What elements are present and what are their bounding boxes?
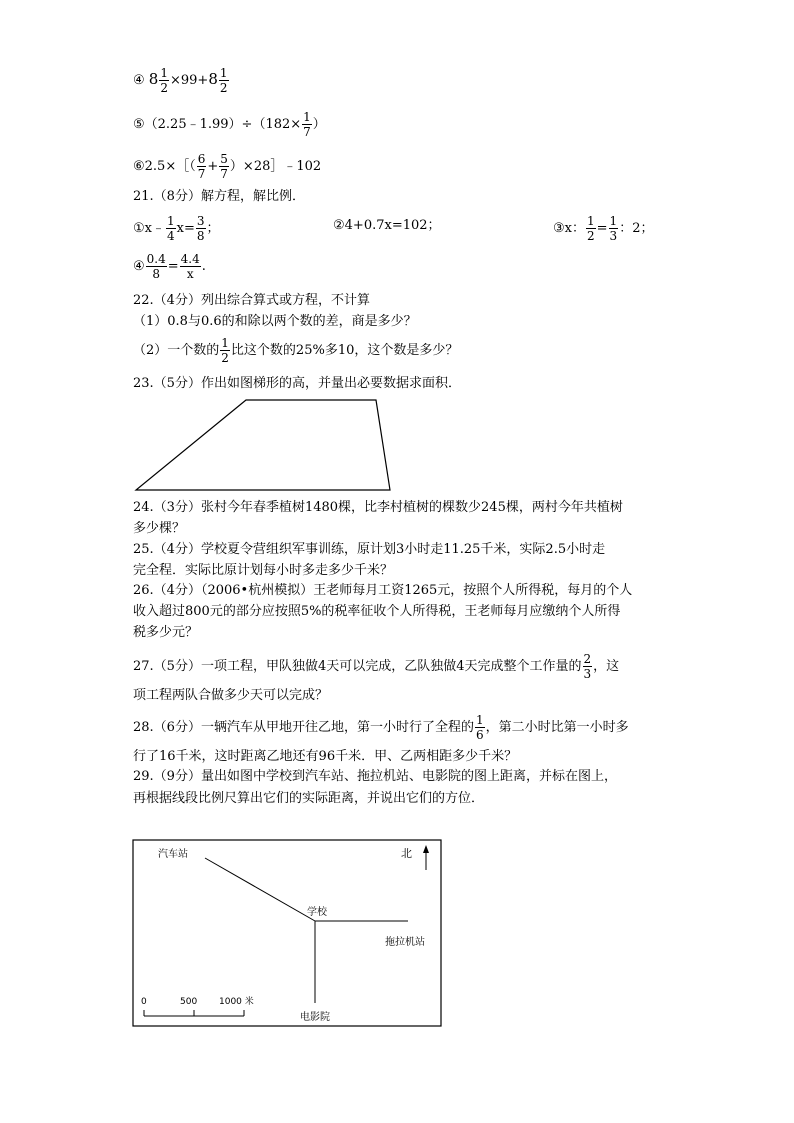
fraction: $\frac{3}{8}$ (196, 214, 205, 243)
fraction: $\frac{1}{2}$ (587, 214, 595, 243)
q26-line-1: 26.（4分）（2006•杭州模拟）王老师每月工资1265元，按照个人所得税，每月的个人 (133, 583, 633, 598)
label-school: 学校 (307, 907, 327, 918)
fraction: $\frac{1}{6}$ (475, 713, 484, 742)
fraction: $\frac{1}{2}$ (160, 66, 168, 95)
q26-line-2: 收入超过800元的部分应按照5%的税率征收个人所得税，王老师每月应缴纳个人所得 (133, 604, 621, 619)
q29-line-1: 29.（9分）量出如图中学校到汽车站、拖拉机站、电影院的图上距离，并标在图上， (133, 769, 617, 784)
q21-part-3: ③x： $\frac{1}{2}$ = $\frac{1}{3}$ ：2； (553, 214, 654, 243)
label-cinema: 电影院 (300, 1012, 330, 1023)
fraction: $\frac{1}{4}$ (167, 214, 175, 243)
q23-title: 23.（5分）作出如图梯形的高，并量出必要数据求面积． (133, 376, 461, 391)
fraction: $\frac{1}{2}$ (219, 66, 228, 95)
q21-part-4: ④ $\frac{0.4}{8}$ = $\frac{4.4}{x}$ . (133, 252, 206, 281)
q27-line-1: 27.（5分）一项工程，甲队独做4天可以完成，乙队独做4天完成整个工作量的 $\frac{2}{3}$ ，这 (133, 652, 620, 681)
label-bus-station: 汽车站 (158, 849, 188, 860)
scale-label-0: 0 (141, 997, 147, 1007)
fraction: $\frac{5}{7}$ (220, 152, 228, 181)
fraction: $\frac{2}{3}$ (583, 652, 592, 681)
q27-line-2: 项工程两队合做多少天可以完成？ (133, 688, 329, 703)
q25-line-1: 25.（4分）学校夏令营组织军事训练，原计划3小时走11.25千米，实际2.5小时走 (133, 542, 606, 557)
q25-line-2: 完全程．实际比原计划每小时多走多少千米？ (133, 563, 394, 578)
q24-line-2: 多少棵？ (133, 521, 186, 536)
q28-line-2: 行了16千米，这时距离乙地还有96千米．甲、乙两相距多少千米？ (133, 749, 518, 764)
fraction: $\frac{4.4}{x}$ (180, 252, 200, 281)
label-north: 北 (401, 847, 412, 860)
fraction: $\frac{6}{7}$ (197, 152, 206, 181)
q28-line-1: 28.（6分）一辆汽车从甲地开往乙地，第一小时行了全程的 $\frac{1}{6}$ ，第二小时比第一小时多 (133, 713, 629, 742)
expression-5: ⑤（2.25﹣1.99）÷（182× $\frac{1}{7}$ ） (133, 110, 326, 139)
q26-line-3: 税多少元？ (133, 625, 199, 640)
q22-part-2: （2）一个数的 $\frac{1}{2}$ 比这个数的25%多10，这个数是多少？ (133, 336, 459, 365)
fraction: $\frac{1}{3}$ (609, 214, 618, 243)
fraction: $\frac{1}{2}$ (221, 336, 229, 365)
expression-6: ⑥2.5×［（ $\frac{6}{7}$ + $\frac{5}{7}$ ）×28］﹣102 (133, 152, 322, 181)
scale-label-1000: 1000 米 (219, 997, 254, 1007)
road-to-bus-station (205, 858, 315, 921)
q29-line-2: 再根据线段比例尺算出它们的实际距离，并说出它们的方位． (133, 791, 485, 806)
scale-label-500: 500 (180, 997, 198, 1007)
q21-title: 21.（8分）解方程，解比例． (133, 189, 305, 204)
north-arrow-head-icon (423, 845, 429, 853)
q22-title: 22.（4分）列出综合算式或方程，不计算 (133, 293, 370, 308)
expression-4: ④ 8 $\frac{1}{2}$ ×99+8 $\frac{1}{2}$ (133, 66, 228, 95)
label-tractor-station: 拖拉机站 (385, 937, 425, 948)
q21-part-1: ①x﹣ $\frac{1}{4}$ x= $\frac{3}{8}$ ； (133, 214, 220, 243)
q22-part-1: （1）0.8与0.6的和除以两个数的差，商是多少？ (133, 314, 417, 329)
q24-line-1: 24.（3分）张村今年春季植树1480棵，比李村植树的棵数少245棵，两村今年共植树 (133, 500, 623, 515)
fraction: $\frac{0.4}{8}$ (146, 252, 166, 281)
fraction: $\frac{1}{7}$ (303, 110, 311, 139)
q21-part-2: ②4+0.7x=102； (333, 218, 441, 233)
